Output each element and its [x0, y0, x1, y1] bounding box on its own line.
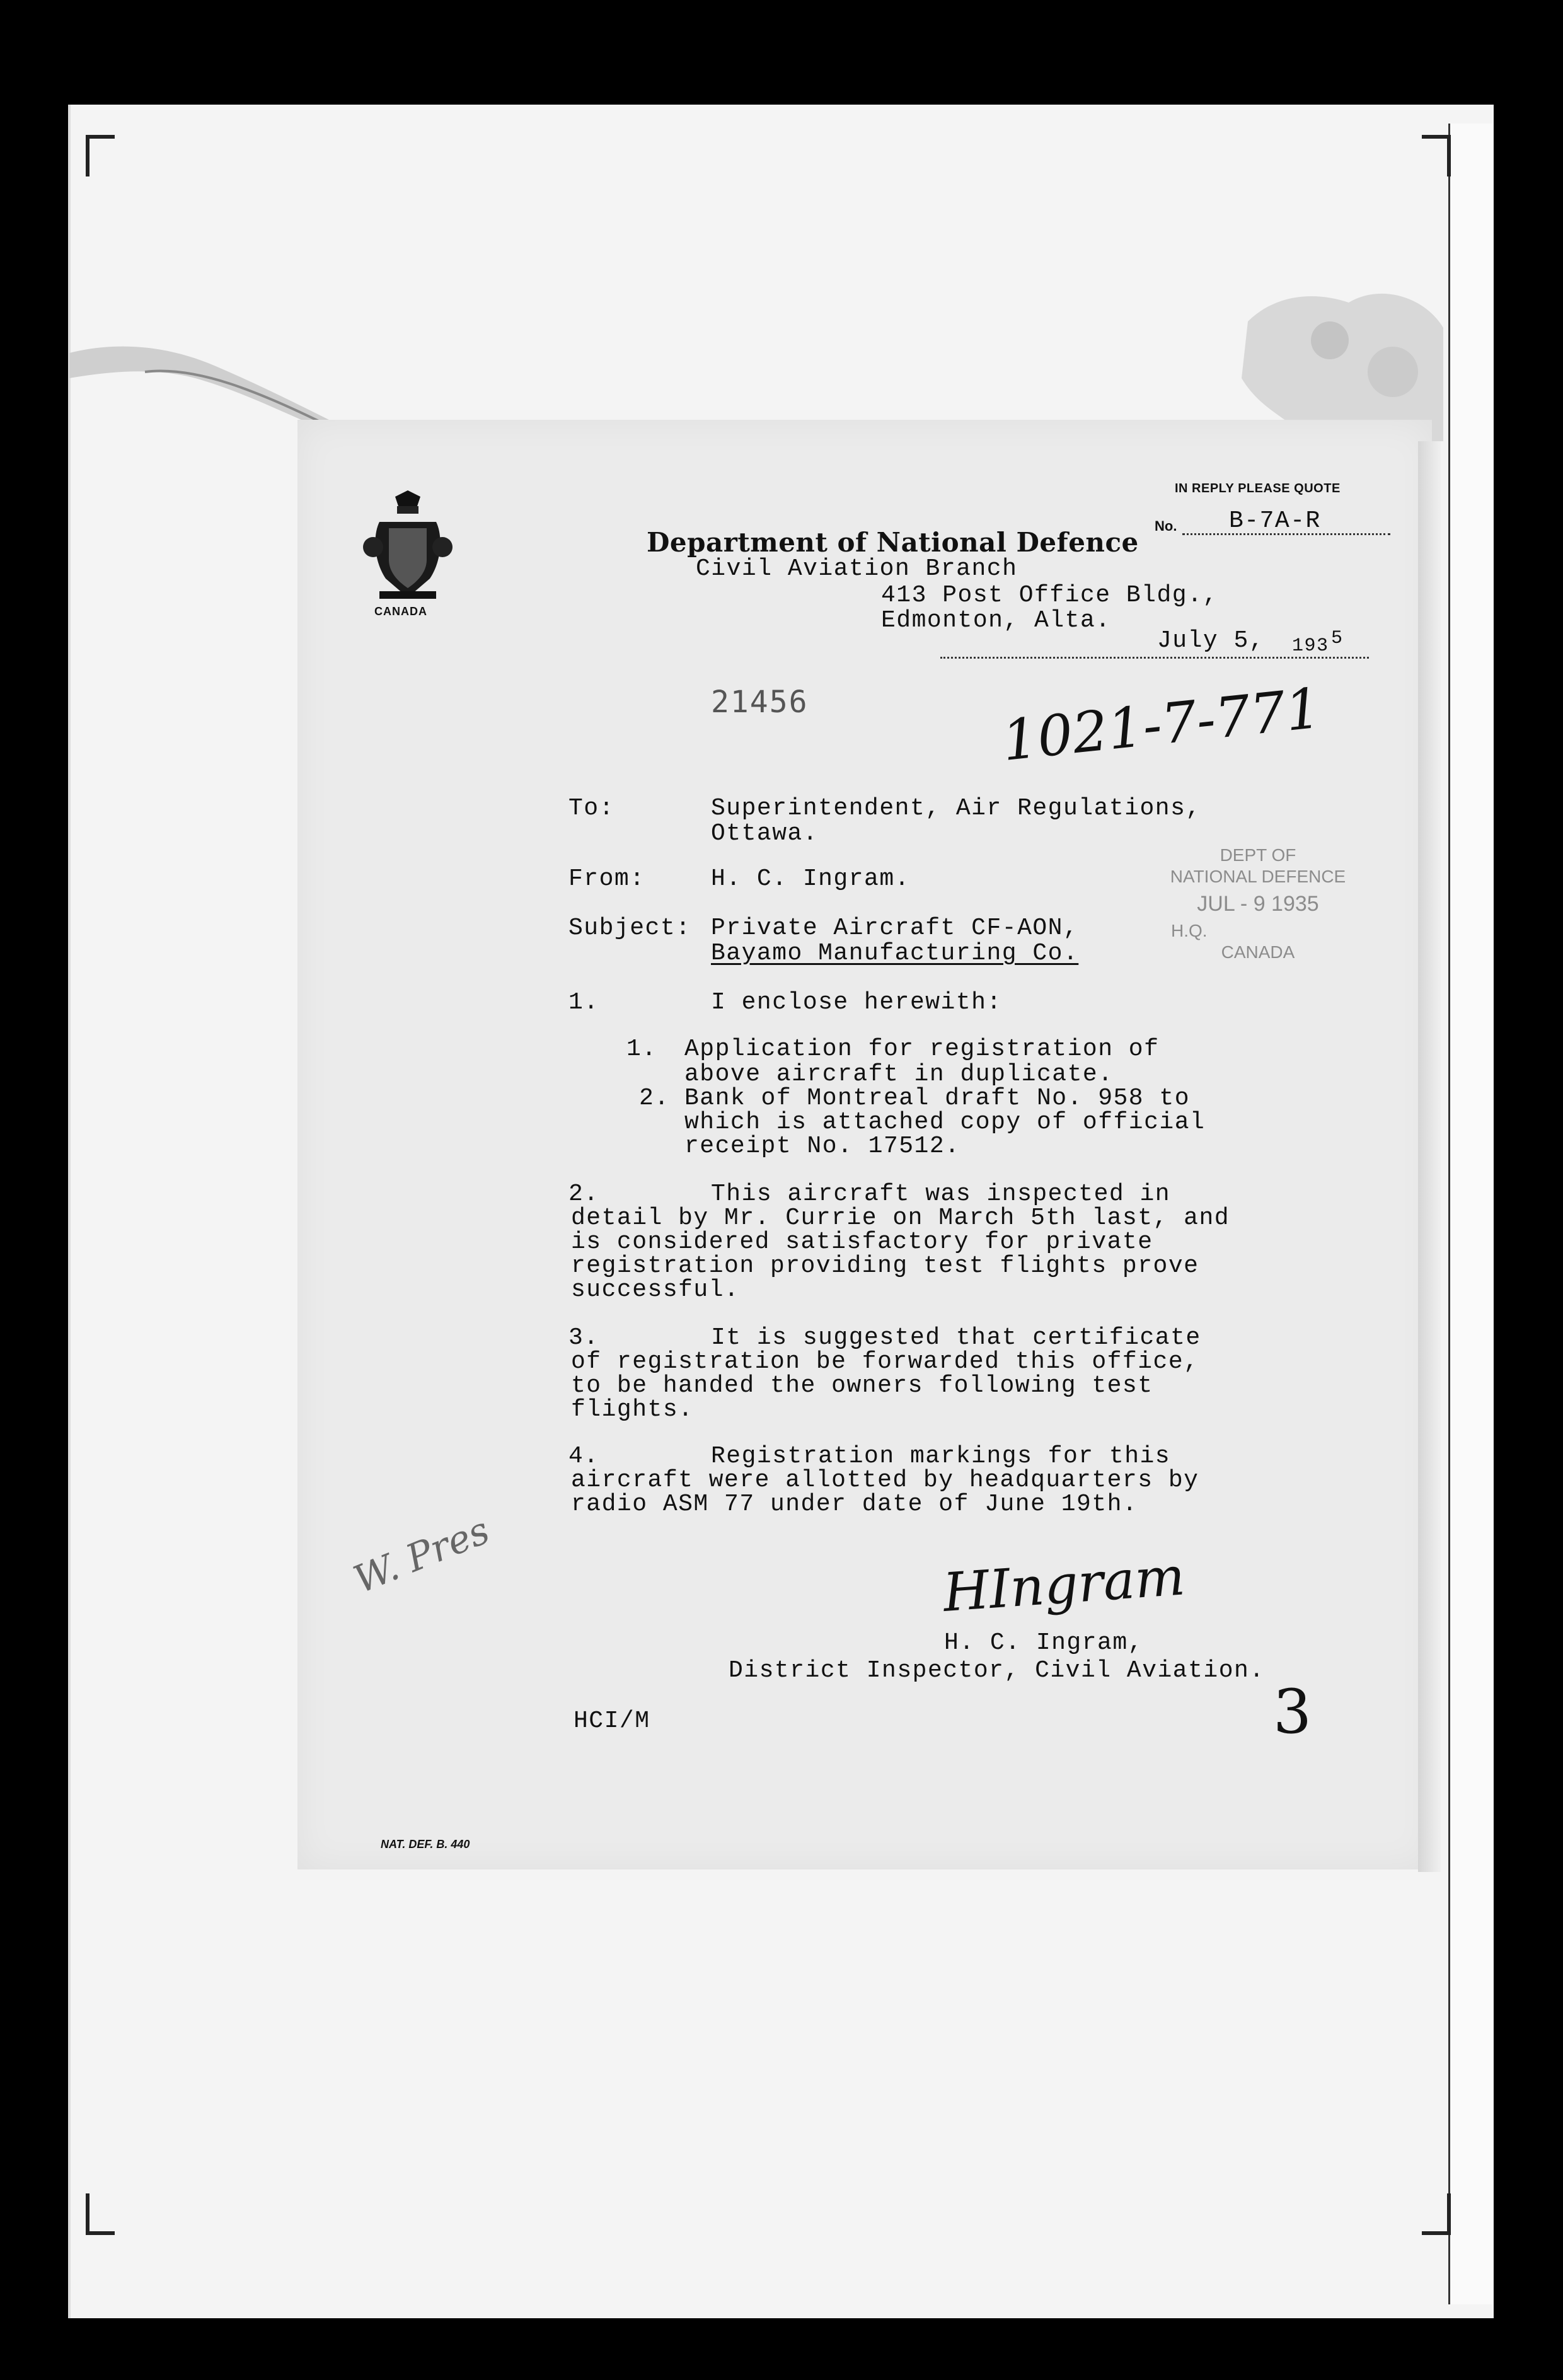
frame-corner-mark [86, 2193, 115, 2235]
margin-note: W. Pres [347, 1508, 496, 1602]
paragraph-line: to be handed the owners following test [571, 1372, 1153, 1399]
paragraph-number: 3. [568, 1324, 599, 1351]
date-year-suffix: 5 [1331, 628, 1344, 649]
paragraph-line: It is suggested that certificate [711, 1324, 1201, 1351]
enclosure-line: receipt No. 17512. [684, 1133, 960, 1160]
paragraph-number: 2. [568, 1181, 599, 1208]
address-line: Edmonton, Alta. [881, 607, 1111, 634]
typist-initials: HCI/M [574, 1707, 650, 1735]
paragraph-line: registration providing test flights prove [571, 1252, 1199, 1280]
to-line: Ottawa. [711, 820, 819, 847]
paragraph-line: is considered satisfactory for private [571, 1228, 1153, 1256]
form-code: NAT. DEF. B. 440 [381, 1838, 470, 1851]
subject-label: Subject: [568, 915, 691, 942]
file-number-stamp: 21456 [711, 685, 809, 720]
enclosure-line: Bank of Montreal draft No. 958 to [684, 1085, 1191, 1112]
received-stamp-line: H.Q. [1171, 921, 1208, 940]
reply-number-label: No. [1155, 518, 1177, 534]
paragraph-line: radio ASM 77 under date of June 19th. [571, 1491, 1138, 1518]
signature: HIngram [941, 1545, 1187, 1624]
enclosure-line: above aircraft in duplicate. [684, 1061, 1114, 1088]
to-label: To: [568, 795, 614, 822]
enclosure-line: Application for registration of [684, 1036, 1160, 1063]
frame-corner-mark [1422, 2193, 1451, 2235]
subject-line: Bayamo Manufacturing Co. [711, 940, 1079, 967]
enclosure-line: which is attached copy of official [684, 1109, 1206, 1136]
canada-crest-icon [360, 490, 455, 604]
paragraph-number: 4. [568, 1443, 599, 1470]
frame-corner-mark [86, 135, 115, 176]
paragraph-line: Registration markings for this [711, 1443, 1171, 1470]
paragraph-line: successful. [571, 1276, 740, 1303]
enclosure-number: 1. [626, 1036, 657, 1063]
reply-quote-label: IN REPLY PLEASE QUOTE [1175, 482, 1341, 495]
paragraph-line: aircraft were allotted by headquarters by [571, 1467, 1199, 1494]
received-stamp [1163, 845, 1352, 971]
crest-caption: CANADA [374, 605, 427, 618]
paragraph-line: flights. [571, 1396, 694, 1423]
received-stamp-line: CANADA [1221, 942, 1295, 962]
paragraph-line: This aircraft was inspected in [711, 1181, 1171, 1208]
received-stamp-line: JUL - 9 1935 [1197, 892, 1319, 916]
page-number-handwritten: 3 [1273, 1677, 1312, 1747]
department-title: Department of National Defence [647, 527, 1139, 558]
signature-title: District Inspector, Civil Aviation. [729, 1657, 1265, 1684]
date-text: July 5, [1157, 627, 1265, 654]
reply-number-value: B-7A-R [1229, 507, 1321, 534]
frame-corner-mark [1422, 135, 1451, 176]
paragraph-line: I enclose herewith: [711, 989, 1002, 1016]
address-line: 413 Post Office Bldg., [881, 582, 1218, 609]
branch-line: Civil Aviation Branch [696, 555, 1018, 582]
handwritten-file-number: 1021-7-771 [999, 675, 1324, 773]
enclosure-number: 2. [639, 1085, 670, 1112]
received-stamp-line: DEPT OF [1220, 845, 1296, 865]
received-stamp-line: NATIONAL DEFENCE [1170, 867, 1346, 886]
to-line: Superintendent, Air Regulations, [711, 795, 1201, 822]
paragraph-line: of registration be forwarded this office, [571, 1348, 1199, 1375]
paragraph-line: detail by Mr. Currie on March 5th last, and [571, 1204, 1230, 1232]
from-value: H. C. Ingram. [711, 865, 910, 893]
signature-name: H. C. Ingram, [944, 1629, 1143, 1656]
subject-line: Private Aircraft CF-AON, [711, 915, 1079, 942]
letter-edge-shadow [1418, 441, 1441, 1872]
from-label: From: [568, 865, 645, 893]
date-year-prefix: 193 [1292, 635, 1329, 657]
paragraph-number: 1. [568, 989, 599, 1016]
film-strip-edge [1448, 124, 1493, 2304]
